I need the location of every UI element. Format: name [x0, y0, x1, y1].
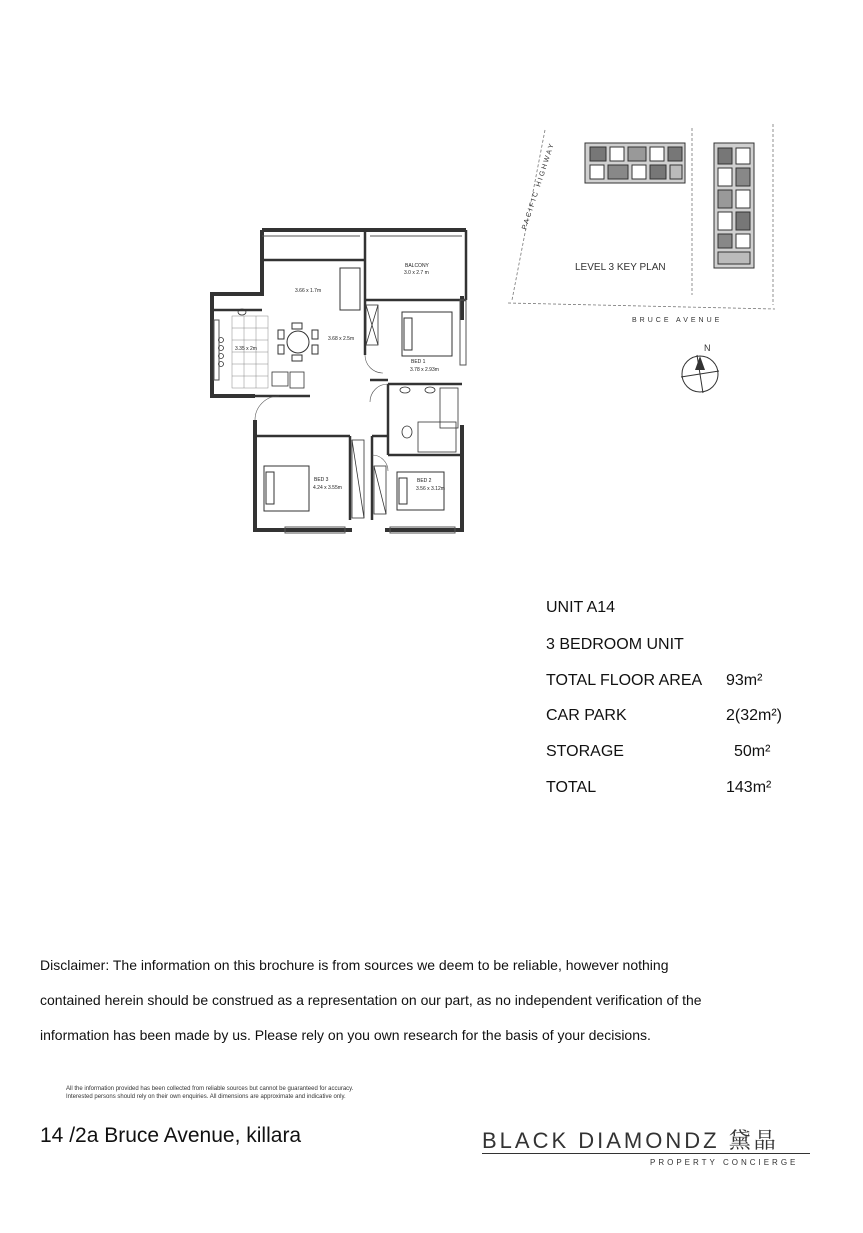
disclaimer-line-3: information has been made by us. Please rely on you own research for the basis of your decisions.	[40, 1027, 651, 1043]
north-label: N	[704, 343, 711, 353]
bedroom-count: 3 BEDROOM UNIT	[546, 636, 684, 653]
spec-label: STORAGE	[546, 743, 624, 760]
spec-value: 93m²	[726, 672, 763, 689]
spec-label: TOTAL	[546, 779, 597, 796]
spec-row-floor-area	[546, 672, 806, 696]
kitchen-dimensions: 3.35 x 2m	[235, 346, 257, 352]
balcony-dimensions: 3.0 x 2.7 m	[404, 270, 429, 276]
logo-name: BLACK DIAMONDZ 黛晶	[482, 1128, 779, 1153]
logo-divider	[482, 1153, 810, 1154]
bed1-label: BED 1	[411, 359, 426, 365]
spec-value: 143m²	[726, 779, 772, 796]
spec-row-total	[546, 779, 806, 803]
unit-name: UNIT A14	[546, 599, 616, 616]
bed3-label: BED 3	[314, 477, 329, 483]
bed3-dimensions: 4.24 x 3.55m	[313, 485, 342, 491]
spec-row-storage	[546, 743, 806, 767]
spec-value: 50m²	[734, 743, 771, 760]
spec-value: 2(32m²)	[726, 707, 783, 724]
key-plan-title: LEVEL 3 KEY PLAN	[575, 262, 666, 273]
company-logo	[482, 1124, 812, 1174]
spec-label: TOTAL FLOOR AREA	[546, 672, 703, 689]
fine-print-line-1: All the information provided has been collected from reliable sources but cannot be guaranteed for accuracy.	[66, 1086, 354, 1092]
fine-print-line-2: Interested persons should rely on their own enquiries. All dimensions are approximate and indicative only.	[66, 1094, 346, 1100]
spec-row-car-park	[546, 707, 806, 731]
key-plan	[495, 120, 785, 410]
north-arrow-icon	[681, 355, 719, 393]
balcony-label: BALCONY	[405, 263, 429, 269]
dining-dimensions: 3.68 x 2.5m	[328, 336, 355, 342]
bed2-dimensions: 3.56 x 3.12m	[416, 486, 445, 492]
street-label: BRUCE AVENUE	[632, 317, 723, 324]
logo-tagline: PROPERTY CONCIERGE	[650, 1158, 799, 1167]
bed2-label: BED 2	[417, 478, 432, 484]
property-address: 14 /2a Bruce Avenue, killara	[40, 1124, 302, 1147]
floor-plan	[205, 225, 470, 537]
spec-label: CAR PARK	[546, 707, 627, 724]
bed1-dimensions: 3.78 x 2.93m	[410, 367, 439, 373]
disclaimer-line-1: Disclaimer: The information on this brochure is from sources we deem to be reliable, however nothing	[40, 957, 669, 973]
highway-label: PACIFIC HIGHWAY	[521, 141, 557, 231]
living-dimensions: 3.66 x 1.7m	[295, 288, 322, 294]
disclaimer-line-2: contained herein should be construed as a representation on our part, as no independent verification of the	[40, 992, 702, 1008]
